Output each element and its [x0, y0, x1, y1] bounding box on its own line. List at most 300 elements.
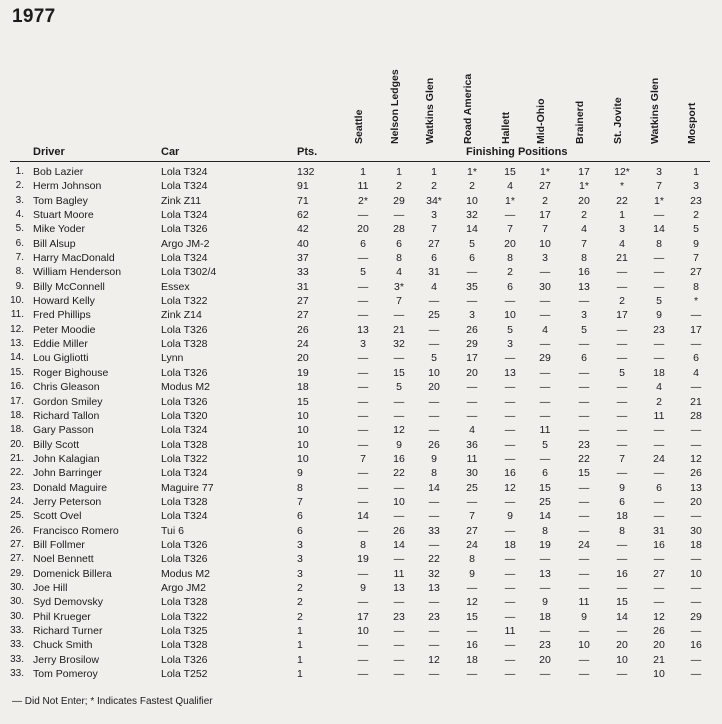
car-cell: Modus M2: [161, 381, 211, 394]
position-cell: —: [578, 625, 590, 637]
rank-cell: 26.: [10, 524, 24, 536]
car-cell: Lola T322: [161, 295, 208, 308]
table-row: [0, 366, 722, 380]
table-row: [0, 452, 722, 466]
position-cell: 23: [690, 194, 702, 207]
position-cell: —: [539, 309, 551, 322]
position-cell: 6: [693, 352, 699, 365]
position-cell: —: [653, 266, 665, 279]
table-row: [0, 323, 722, 337]
position-cell: 8: [396, 252, 402, 265]
position-cell: —: [616, 553, 628, 566]
position-cell: 3: [469, 309, 475, 322]
position-cell: —: [690, 581, 702, 594]
position-cell: 12: [393, 424, 405, 437]
car-cell: Zink Z11: [161, 194, 202, 207]
position-cell: 33: [428, 524, 440, 537]
position-cell: *: [619, 180, 625, 193]
position-cell: 32: [466, 209, 478, 222]
track-header: [498, 0, 520, 148]
rank-cell: 33.: [10, 625, 24, 636]
position-cell: —: [393, 625, 405, 637]
position-cell: 22: [616, 194, 628, 207]
rank-cell: 30.: [10, 610, 24, 622]
position-cell: 6: [360, 237, 366, 250]
position-cell: 25: [466, 481, 478, 494]
driver-cell: Tom Pomeroy: [33, 668, 98, 681]
position-cell: —: [539, 452, 551, 465]
position-cell: 18: [690, 538, 702, 551]
driver-cell: Lou Gigliotti: [33, 352, 89, 365]
position-cell: —: [539, 338, 551, 351]
finishing-positions-header: Finishing Positions: [466, 146, 568, 158]
table-row: [0, 638, 722, 652]
track-header-label: Watkins Glen: [424, 77, 436, 144]
points-cell: 19: [297, 366, 309, 379]
position-cell: 20: [428, 381, 440, 394]
position-cell: —: [357, 524, 369, 537]
car-cell: Argo JM-2: [161, 237, 210, 250]
table-row: [0, 294, 722, 308]
position-cell: 23: [428, 610, 440, 623]
points-cell: 10: [297, 409, 309, 422]
position-cell: 4: [507, 180, 513, 193]
position-cell: —: [393, 309, 405, 322]
table-row: [0, 237, 722, 251]
rank-cell: 13.: [10, 338, 24, 350]
position-cell: 30: [466, 467, 478, 480]
position-cell: —: [653, 338, 665, 351]
points-cell: 40: [297, 237, 309, 250]
driver-cell: Bill Alsup: [33, 237, 76, 250]
points-cell: 26: [297, 323, 309, 336]
car-cell: Modus M2: [161, 567, 211, 580]
position-cell: 21: [393, 323, 405, 336]
position-cell: —: [393, 209, 405, 222]
driver-cell: Eddie Miller: [33, 338, 88, 351]
position-cell: 11: [504, 625, 516, 637]
position-cell: 13: [357, 323, 369, 336]
table-row: [0, 509, 722, 523]
track-header-label: Seattle: [353, 109, 365, 144]
car-cell: Lola T324: [161, 252, 208, 265]
position-cell: —: [653, 467, 665, 480]
position-cell: 12: [504, 481, 516, 494]
position-cell: 22: [428, 553, 440, 566]
position-cell: 19: [357, 553, 369, 566]
position-cell: —: [428, 295, 440, 308]
table-row: [0, 438, 722, 452]
car-cell: Lynn: [161, 352, 184, 365]
position-cell: —: [653, 581, 665, 594]
table-row: [0, 251, 722, 265]
position-cell: 35: [466, 280, 478, 293]
position-cell: 14: [653, 223, 665, 236]
points-cell: 27: [297, 295, 309, 308]
position-cell: —: [357, 481, 369, 494]
position-cell: —: [616, 668, 628, 681]
position-cell: 9: [581, 610, 587, 623]
position-cell: —: [357, 653, 369, 666]
position-cell: 15: [616, 596, 628, 609]
car-cell: Lola T252: [161, 668, 208, 681]
rank-cell: 22.: [10, 467, 24, 479]
position-cell: 17: [616, 309, 628, 322]
position-cell: 17: [539, 209, 551, 222]
position-cell: —: [616, 323, 628, 336]
table-row: [0, 667, 722, 681]
position-cell: 4: [396, 266, 402, 279]
rank-cell: 12.: [10, 323, 24, 335]
rank-cell: 10.: [10, 295, 24, 307]
points-cell: 132: [297, 166, 315, 178]
points-cell: 31: [297, 280, 309, 293]
position-cell: 7: [360, 452, 366, 465]
position-cell: 8: [507, 252, 513, 265]
position-cell: —: [504, 352, 516, 365]
car-cell: Tui 6: [161, 524, 184, 537]
rank-cell: 21.: [10, 452, 24, 464]
position-cell: 18: [616, 510, 628, 523]
position-cell: 23: [578, 438, 590, 451]
rank-cell: 14.: [10, 352, 24, 364]
position-cell: 20: [539, 653, 551, 666]
rank-cell: 2.: [15, 180, 24, 192]
position-cell: 21: [616, 252, 628, 265]
position-cell: 3: [542, 252, 548, 265]
track-header: [610, 0, 632, 148]
position-cell: 31: [428, 266, 440, 279]
points-cell: 33: [297, 266, 309, 279]
points-header: Pts.: [297, 146, 318, 158]
car-cell: Lola T320: [161, 409, 208, 422]
position-cell: 9: [542, 596, 548, 609]
driver-cell: Peter Moodie: [33, 323, 96, 336]
position-cell: 4: [469, 424, 475, 437]
position-cell: —: [504, 209, 516, 222]
driver-cell: Jerry Peterson: [33, 495, 102, 508]
position-cell: —: [428, 395, 440, 408]
points-cell: 2: [297, 610, 303, 623]
driver-cell: Scott Ovel: [33, 510, 82, 523]
position-cell: —: [428, 495, 440, 508]
position-cell: 17: [578, 166, 590, 178]
position-cell: —: [504, 639, 516, 652]
position-cell: 2: [619, 295, 625, 308]
position-cell: 6: [542, 467, 548, 480]
position-cell: —: [616, 424, 628, 437]
car-cell: Lola T324: [161, 467, 208, 480]
rank-cell: 29.: [10, 567, 24, 579]
driver-cell: Billy Scott: [33, 438, 80, 451]
position-cell: 29: [393, 194, 405, 207]
position-cell: 7: [469, 510, 475, 523]
track-header-label: Mosport: [686, 102, 698, 144]
position-cell: —: [357, 495, 369, 508]
position-cell: 23: [653, 323, 665, 336]
position-cell: 6: [469, 252, 475, 265]
position-cell: —: [690, 553, 702, 566]
position-cell: —: [690, 668, 702, 681]
table-row: [0, 552, 722, 566]
track-header: [684, 0, 706, 148]
position-cell: 8: [581, 252, 587, 265]
position-cell: 16: [504, 467, 516, 480]
position-cell: —: [616, 438, 628, 451]
position-cell: —: [653, 510, 665, 523]
position-cell: —: [616, 338, 628, 351]
position-cell: 2: [693, 209, 699, 222]
car-cell: Lola T326: [161, 223, 208, 236]
rank-cell: 33.: [10, 653, 24, 665]
position-cell: 2*: [358, 194, 368, 207]
position-cell: —: [466, 295, 478, 308]
position-cell: 4: [581, 223, 587, 236]
rank-cell: 30.: [10, 596, 24, 608]
position-cell: 4: [656, 381, 662, 394]
position-cell: —: [466, 395, 478, 408]
table-row: [0, 466, 722, 480]
position-cell: 10: [393, 495, 405, 508]
position-cell: —: [428, 639, 440, 652]
position-cell: —: [428, 338, 440, 351]
position-cell: —: [504, 452, 516, 465]
position-cell: 8: [431, 467, 437, 480]
driver-cell: Harry MacDonald: [33, 252, 115, 265]
position-cell: 12*: [614, 166, 630, 178]
position-cell: 7: [431, 223, 437, 236]
position-cell: 32: [393, 338, 405, 351]
driver-cell: Roger Bighouse: [33, 366, 109, 379]
position-cell: —: [357, 209, 369, 222]
footnote: — Did Not Enter; * Indicates Fastest Qualifier: [12, 696, 213, 707]
position-cell: 13: [393, 581, 405, 594]
track-header-label: Brainerd: [574, 100, 586, 144]
position-cell: 5: [431, 352, 437, 365]
position-cell: 17: [466, 352, 478, 365]
points-cell: 27: [297, 309, 309, 322]
position-cell: 22: [578, 452, 590, 465]
rank-cell: 18.: [10, 424, 24, 436]
car-cell: Lola T326: [161, 323, 208, 336]
rank-cell: 30.: [10, 581, 24, 593]
position-cell: 4: [431, 280, 437, 293]
position-cell: —: [539, 409, 551, 422]
driver-cell: Noel Bennett: [33, 553, 94, 566]
position-cell: —: [578, 567, 590, 580]
car-cell: Lola T326: [161, 538, 208, 551]
track-header: [647, 0, 669, 148]
position-cell: 2: [431, 180, 437, 193]
position-cell: 3: [431, 209, 437, 222]
position-cell: 14: [357, 510, 369, 523]
table-row: [0, 280, 722, 294]
position-cell: 12: [466, 596, 478, 609]
car-header: Car: [161, 146, 180, 158]
position-cell: —: [690, 309, 702, 322]
position-cell: 11: [539, 424, 551, 437]
driver-cell: John Barringer: [33, 467, 102, 480]
position-cell: —: [504, 610, 516, 623]
position-cell: 8: [542, 524, 548, 537]
position-cell: 29: [466, 338, 478, 351]
points-cell: 3: [297, 553, 303, 566]
table-row: [0, 208, 722, 222]
position-cell: —: [357, 366, 369, 379]
position-cell: —: [504, 395, 516, 408]
table-row: [0, 395, 722, 409]
position-cell: —: [504, 381, 516, 394]
car-cell: Lola T324: [161, 510, 208, 523]
position-cell: 14: [616, 610, 628, 623]
driver-cell: Herm Johnson: [33, 180, 102, 193]
position-cell: —: [690, 510, 702, 523]
car-cell: Essex: [161, 280, 190, 293]
position-cell: —: [616, 352, 628, 365]
points-cell: 24: [297, 338, 309, 351]
rank-cell: 15.: [10, 366, 24, 378]
position-cell: —: [393, 409, 405, 422]
track-header-label: Hallett: [500, 111, 512, 144]
rank-cell: 25.: [10, 510, 24, 522]
driver-cell: Joe Hill: [33, 581, 68, 594]
points-cell: 10: [297, 452, 309, 465]
position-cell: —: [428, 323, 440, 336]
car-cell: Lola T328: [161, 495, 208, 508]
position-cell: —: [690, 424, 702, 437]
position-cell: —: [539, 266, 551, 279]
table-row: [0, 595, 722, 609]
points-cell: 1: [297, 625, 303, 637]
points-cell: 20: [297, 352, 309, 365]
rank-cell: 33.: [10, 639, 24, 651]
position-cell: 12: [428, 653, 440, 666]
position-cell: 31: [653, 524, 665, 537]
position-cell: —: [616, 266, 628, 279]
position-cell: —: [653, 352, 665, 365]
position-cell: 7: [693, 252, 699, 265]
position-cell: 15: [466, 610, 478, 623]
driver-cell: Chris Gleason: [33, 381, 100, 394]
track-header: [387, 0, 409, 148]
table-row: [0, 308, 722, 322]
rank-cell: 8.: [15, 266, 24, 278]
table-row: [0, 380, 722, 394]
position-cell: 2: [396, 180, 402, 193]
position-cell: —: [653, 280, 665, 293]
position-cell: 27: [428, 237, 440, 250]
position-cell: 26: [466, 323, 478, 336]
position-cell: —: [690, 625, 702, 637]
table-row: [0, 653, 722, 667]
position-cell: 3: [507, 338, 513, 351]
rank-cell: 1.: [15, 166, 24, 177]
position-cell: 3: [619, 223, 625, 236]
position-cell: 21: [690, 395, 702, 408]
position-cell: 9: [396, 438, 402, 451]
position-cell: —: [504, 668, 516, 681]
position-cell: —: [504, 581, 516, 594]
position-cell: —: [393, 668, 405, 681]
position-cell: 1*: [654, 194, 664, 207]
car-cell: Lola T328: [161, 338, 208, 351]
rank-cell: 17.: [10, 395, 24, 407]
position-cell: 24: [466, 538, 478, 551]
position-cell: 12: [690, 452, 702, 465]
position-cell: —: [428, 596, 440, 609]
position-cell: 5: [507, 323, 513, 336]
points-cell: 6: [297, 510, 303, 523]
position-cell: —: [357, 280, 369, 293]
position-cell: —: [616, 395, 628, 408]
points-cell: 1: [297, 653, 303, 666]
position-cell: —: [357, 381, 369, 394]
position-cell: —: [466, 495, 478, 508]
position-cell: 18: [504, 538, 516, 551]
rank-cell: 5.: [15, 223, 24, 235]
position-cell: —: [616, 581, 628, 594]
position-cell: —: [578, 295, 590, 308]
position-cell: *: [693, 295, 699, 308]
rank-cell: 24.: [10, 495, 24, 507]
position-cell: —: [539, 295, 551, 308]
position-cell: 20: [653, 639, 665, 652]
position-cell: 24: [578, 538, 590, 551]
position-cell: 15: [393, 366, 405, 379]
points-cell: 10: [297, 438, 309, 451]
position-cell: —: [539, 395, 551, 408]
position-cell: 3: [581, 309, 587, 322]
points-cell: 8: [297, 481, 303, 494]
position-cell: 13: [428, 581, 440, 594]
car-cell: Lola T325: [161, 625, 208, 637]
page-title: 1977: [12, 6, 56, 27]
position-cell: 14: [393, 538, 405, 551]
position-cell: 1*: [467, 166, 477, 178]
position-cell: 27: [690, 266, 702, 279]
position-cell: —: [690, 438, 702, 451]
points-cell: 1: [297, 639, 303, 652]
position-cell: 1: [693, 166, 699, 178]
position-cell: 7: [507, 223, 513, 236]
position-cell: —: [653, 209, 665, 222]
position-cell: —: [578, 524, 590, 537]
position-cell: —: [539, 381, 551, 394]
position-cell: 13: [578, 280, 590, 293]
position-cell: 30: [690, 524, 702, 537]
position-cell: —: [578, 495, 590, 508]
driver-cell: Fred Phillips: [33, 309, 91, 322]
position-cell: 6: [396, 237, 402, 250]
position-cell: 36: [466, 438, 478, 451]
table-row: [0, 495, 722, 509]
points-cell: 3: [297, 567, 303, 580]
position-cell: 9: [360, 581, 366, 594]
driver-cell: Stuart Moore: [33, 209, 94, 222]
position-cell: 10: [616, 653, 628, 666]
table-row: [0, 165, 722, 179]
position-cell: —: [357, 352, 369, 365]
position-cell: —: [578, 338, 590, 351]
position-cell: 9: [619, 481, 625, 494]
position-cell: 1: [360, 166, 366, 178]
header-rule: [10, 161, 710, 162]
position-cell: —: [428, 625, 440, 637]
position-cell: —: [578, 553, 590, 566]
position-cell: 14: [428, 481, 440, 494]
table-row: [0, 610, 722, 624]
position-cell: 5: [693, 223, 699, 236]
